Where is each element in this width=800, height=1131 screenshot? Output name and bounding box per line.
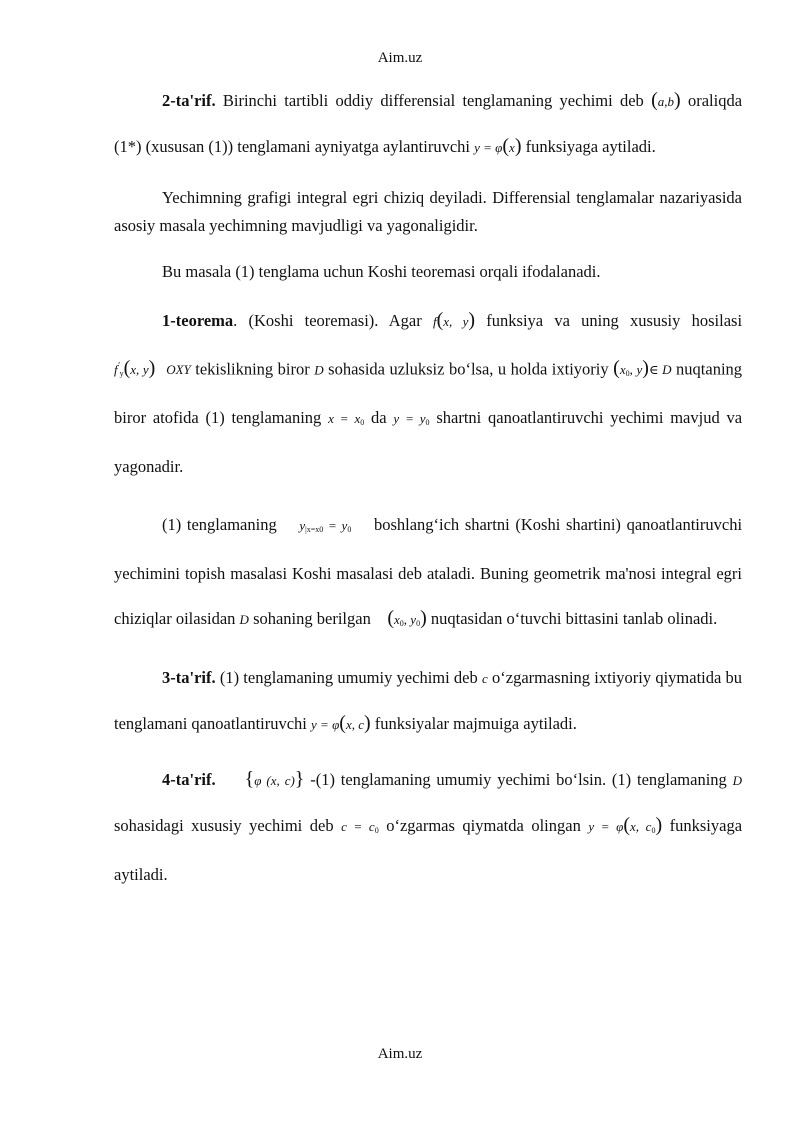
math-c-eq-c0: $c = c_0$ — [341, 819, 379, 836]
definition-4: 4-ta'rif. {φ (x, c)} -(1) tenglamaning umumiy yechimi bo‘lsin. (1) tenglamaning D sohasidagi xususiy yechimi deb $c = c_0$ o‘zgarmas qiymatda olingan y = φ(x, $c_0$) funksiyaga aytiladi. — [114, 768, 743, 885]
page-header: Aim.uz — [377, 50, 423, 66]
math-initial-condition: $y_{|x=x0} = y_0$ — [299, 518, 352, 535]
math-y-eq-y0: $y = y_0$ — [393, 411, 430, 428]
theorem-1: 1-teorema. (Koshi teoremasi). Agar f(x, y) funksiya va uning xususiy hosilasi $f'_y(x$, y) OXY tekislikning biror D sohasida uzluksiz bo‘lsa, u holda ixtiyoriy ($x_0$, y)∈ D nuqtaning biror atofida (1) tenglamaning $x = x_0$ da $y = y_0$ shartni qanoatlantiruvchi yechimi mavjud va yagonadir. — [114, 309, 743, 477]
math-y-phi-xc: y = φ(x, c) — [311, 712, 371, 735]
math-partial-f-y: $f'_y(x$, y) OXY — [114, 357, 191, 380]
math-point-x0-y0: ($x_0$, $y_0$) — [387, 607, 427, 630]
math-y-phi-xc0: y = φ(x, $c_0$) — [588, 814, 663, 837]
math-D: D — [239, 612, 249, 628]
definition-2 — [114, 78, 742, 170]
math-c: c — [481, 671, 488, 687]
document-body — [114, 78, 742, 897]
definition-4-label: 4-ta'rif. — [162, 770, 216, 790]
definition-2-text-1: Birinchi tartibli oddiy differensial tenglamaning yechimi deb — [222, 91, 644, 110]
math-f-xy: f(x, y) — [432, 309, 476, 331]
math-D: D — [732, 773, 742, 789]
math-point-x0-y: ($x_0$, y)∈ D — [613, 357, 672, 380]
definition-3-label: 3-ta'rif. — [162, 668, 216, 688]
math-x-eq-x0: $x = x_0$ — [328, 411, 365, 428]
paragraph-cauchy-problem: (1) tenglamaning $y_{|x=x0} = y_0$ boshlang‘ich shartni (Koshi shartini) qanoatlantiruvchi yechimini topish masalasi Koshi masalasi deb ataladi. Buning geometrik ma'nosi integral egri chiziqlar oilasidan D sohaning berilgan ($x_0$, $y_0$) nuqtasidan o‘tuvchi bittasini tanlab olinadi. — [114, 515, 743, 630]
page-footer: Aim.uz — [377, 1046, 423, 1062]
math-phi-family: {φ (x, c)} — [244, 768, 305, 791]
math-D: D — [314, 362, 324, 378]
paragraph-integral-curve: Yechimning grafigi integral egri chiziq deyiladi. Differensial tenglamalar nazariyasida asosiy masala yechimning mavjudligi va yagonaligidir. — [114, 188, 742, 235]
math-y-phi-x: y = φ(x) — [474, 135, 522, 157]
definition-3: 3-ta'rif. (1) tenglamaning umumiy yechimi deb c o‘zgarmasning ixtiyoriy qiymatida bu tenglamani qanoatlantiruvchi y = φ(x, c) funksiyalar majmuiga aytiladi. — [114, 668, 743, 735]
definition-2-label: 2-ta'rif. — [162, 91, 216, 110]
math-interval-ab: (a,b) — [651, 89, 681, 111]
definition-2-text-2: oraliqda (1*) (xususan (1)) tenglamani ayniyatga aylantiruvchi — [114, 91, 743, 156]
paragraph-koshi-theorem: Bu masala (1) tenglama uchun Koshi teoremasi orqali ifodalanadi. — [162, 262, 601, 281]
definition-2-text-3: funksiyaga aytiladi. — [525, 137, 656, 156]
theorem-1-label: 1-teorema — [162, 311, 234, 330]
